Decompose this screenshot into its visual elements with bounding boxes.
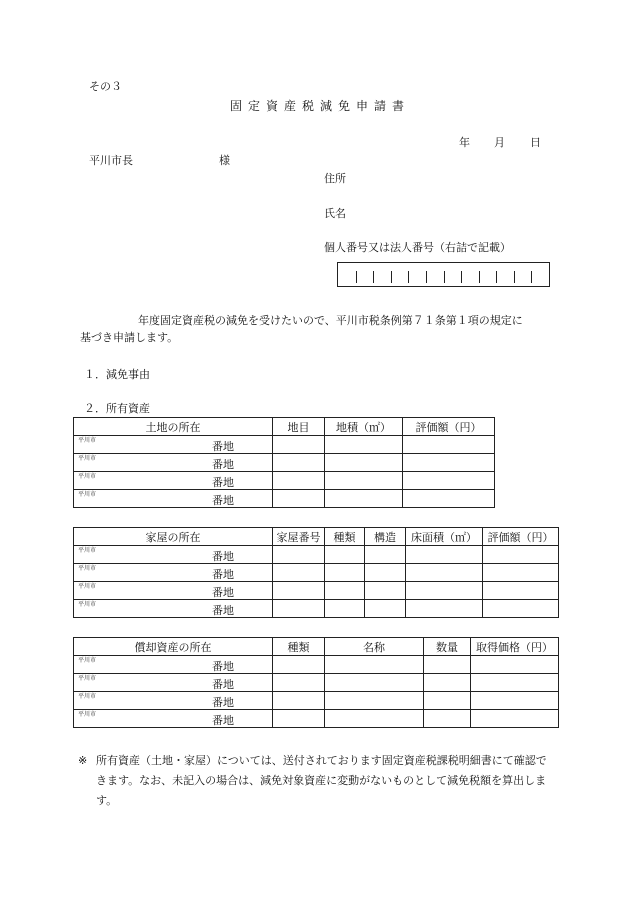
table-cell[interactable] [471,710,559,728]
form-number: その３ [89,80,122,93]
table-cell[interactable] [483,546,559,564]
land-header-location: 土地の所在 [74,418,273,436]
house-header-type: 種類 [325,528,365,546]
addressee: 平川市長 [89,154,133,167]
location-cell[interactable] [74,546,273,564]
location-cell[interactable] [74,490,273,508]
land-header-category: 地目 [273,418,325,436]
banchi-label: 番地 [212,440,234,453]
table-cell[interactable] [406,582,483,600]
location-cell[interactable] [74,436,273,454]
city-prefix: 平川市 [78,473,97,480]
table-cell[interactable] [424,656,471,674]
table-row [74,546,559,564]
land-table-header [74,418,495,436]
table-cell[interactable] [365,546,406,564]
banchi-label: 番地 [212,678,234,691]
land-header-value: 評価額（円） [403,418,495,436]
house-header-floor-area: 床面積（㎡） [406,528,483,546]
footnote-text: 所有資産（土地・家屋）については、送付されております固定資産税課税明細書にて確認できます。なお、未記入の場合は、減免対象資産に変動がないものとして減免税額を算出します。 [96,754,547,807]
date-day-label: 日 [530,136,541,149]
table-cell[interactable] [325,582,365,600]
request-line-1: 年度固定資産税の減免を受けたいので、平川市税条例第７１条第１項の規定に [138,314,523,327]
city-prefix: 平川市 [78,437,97,444]
table-cell[interactable] [424,674,471,692]
table-cell[interactable] [325,600,365,618]
table-cell[interactable] [406,600,483,618]
table-cell[interactable] [273,692,325,710]
city-prefix: 平川市 [78,583,97,590]
table-cell[interactable] [365,600,406,618]
table-cell[interactable] [406,546,483,564]
id-digit-separator [426,271,427,283]
city-prefix: 平川市 [78,565,97,572]
banchi-label: 番地 [212,568,234,581]
table-cell[interactable] [325,674,424,692]
table-cell[interactable] [273,582,325,600]
table-cell[interactable] [273,656,325,674]
table-cell[interactable] [325,564,365,582]
table-cell[interactable] [273,546,325,564]
table-cell[interactable] [273,436,325,454]
table-row [74,472,495,490]
section-reason-heading: １．減免事由 [84,368,150,381]
table-cell[interactable] [273,674,325,692]
table-row [74,582,559,600]
city-prefix: 平川市 [78,675,97,682]
table-cell[interactable] [403,490,495,508]
depreciable-header-price: 取得価格（円） [471,638,559,656]
table-row [74,490,495,508]
location-cell[interactable] [74,692,273,710]
banchi-label: 番地 [212,604,234,617]
city-prefix: 平川市 [78,693,97,700]
table-row [74,600,559,618]
land-header-area: 地積（㎡） [325,418,403,436]
table-cell[interactable] [471,692,559,710]
house-header-location: 家屋の所在 [74,528,273,546]
date-year-label: 年 [459,136,470,149]
city-prefix: 平川市 [78,711,97,718]
table-cell[interactable] [325,710,424,728]
table-cell[interactable] [483,582,559,600]
city-prefix: 平川市 [78,491,97,498]
table-cell[interactable] [273,710,325,728]
page-title: 固定資産税減免申請書 [230,99,411,113]
table-row [74,692,559,710]
id-digit-separator [514,271,515,283]
table-row [74,674,559,692]
date-month-label: 月 [494,136,505,149]
table-cell[interactable] [325,546,365,564]
house-header-value: 評価額（円） [483,528,559,546]
location-cell[interactable] [74,564,273,582]
table-cell[interactable] [483,600,559,618]
banchi-label: 番地 [212,476,234,489]
land-table [73,417,495,508]
table-cell[interactable] [365,582,406,600]
table-cell[interactable] [365,564,406,582]
house-header-number: 家屋番号 [273,528,325,546]
id-digit-separator [496,271,497,283]
id-digit-separator [408,271,409,283]
location-cell[interactable] [74,674,273,692]
table-cell[interactable] [325,490,403,508]
table-cell[interactable] [325,692,424,710]
table-cell[interactable] [325,454,403,472]
depreciable-header-location: 償却資産の所在 [74,638,273,656]
city-prefix: 平川市 [78,657,97,664]
footnote [78,751,556,811]
location-cell[interactable] [74,710,273,728]
banchi-label: 番地 [212,550,234,563]
depreciable-assets-table [73,637,559,728]
table-cell[interactable] [325,436,403,454]
depreciable-header-quantity: 数量 [424,638,471,656]
table-cell[interactable] [273,600,325,618]
name-label: 氏名 [324,207,346,220]
table-row [74,656,559,674]
id-digit-separator [444,271,445,283]
id-digit-separator [479,271,480,283]
honorific: 様 [219,154,230,167]
banchi-label: 番地 [212,458,234,471]
house-table-header [74,528,559,546]
id-digit-separator [531,271,532,283]
depreciable-header-name: 名称 [325,638,424,656]
table-cell[interactable] [471,674,559,692]
table-cell[interactable] [273,472,325,490]
depreciable-table-header [74,638,559,656]
location-cell[interactable] [74,472,273,490]
city-prefix: 平川市 [78,455,97,462]
table-row [74,436,495,454]
banchi-label: 番地 [212,494,234,507]
id-number-box[interactable] [337,262,550,287]
address-label: 住所 [324,172,346,185]
depreciable-header-type: 種類 [273,638,325,656]
id-digit-separator [461,271,462,283]
table-cell[interactable] [273,490,325,508]
id-digit-separator [391,271,392,283]
banchi-label: 番地 [212,586,234,599]
table-cell[interactable] [325,472,403,490]
table-cell[interactable] [273,564,325,582]
table-row [74,710,559,728]
city-prefix: 平川市 [78,601,97,608]
table-cell[interactable] [403,472,495,490]
footnote-mark: ※ [78,754,88,767]
table-cell[interactable] [424,692,471,710]
table-cell[interactable] [403,436,495,454]
location-cell[interactable] [74,600,273,618]
city-prefix: 平川市 [78,547,97,554]
location-cell[interactable] [74,454,273,472]
table-cell[interactable] [471,656,559,674]
house-table [73,527,559,618]
section-assets-heading: ２．所有資産 [84,402,150,415]
table-cell[interactable] [325,656,424,674]
id-number-label: 個人番号又は法人番号（右詰で記載） [324,241,511,254]
banchi-label: 番地 [212,714,234,727]
table-cell[interactable] [273,454,325,472]
request-line-2: 基づき申請します。 [80,331,179,344]
banchi-label: 番地 [212,696,234,709]
id-digit-separator [373,271,374,283]
table-row [74,454,495,472]
table-cell[interactable] [424,710,471,728]
house-header-structure: 構造 [365,528,406,546]
location-cell[interactable] [74,656,273,674]
table-cell[interactable] [406,564,483,582]
table-cell[interactable] [403,454,495,472]
table-cell[interactable] [483,564,559,582]
location-cell[interactable] [74,582,273,600]
table-row [74,564,559,582]
id-digit-separator [356,271,357,283]
banchi-label: 番地 [212,660,234,673]
